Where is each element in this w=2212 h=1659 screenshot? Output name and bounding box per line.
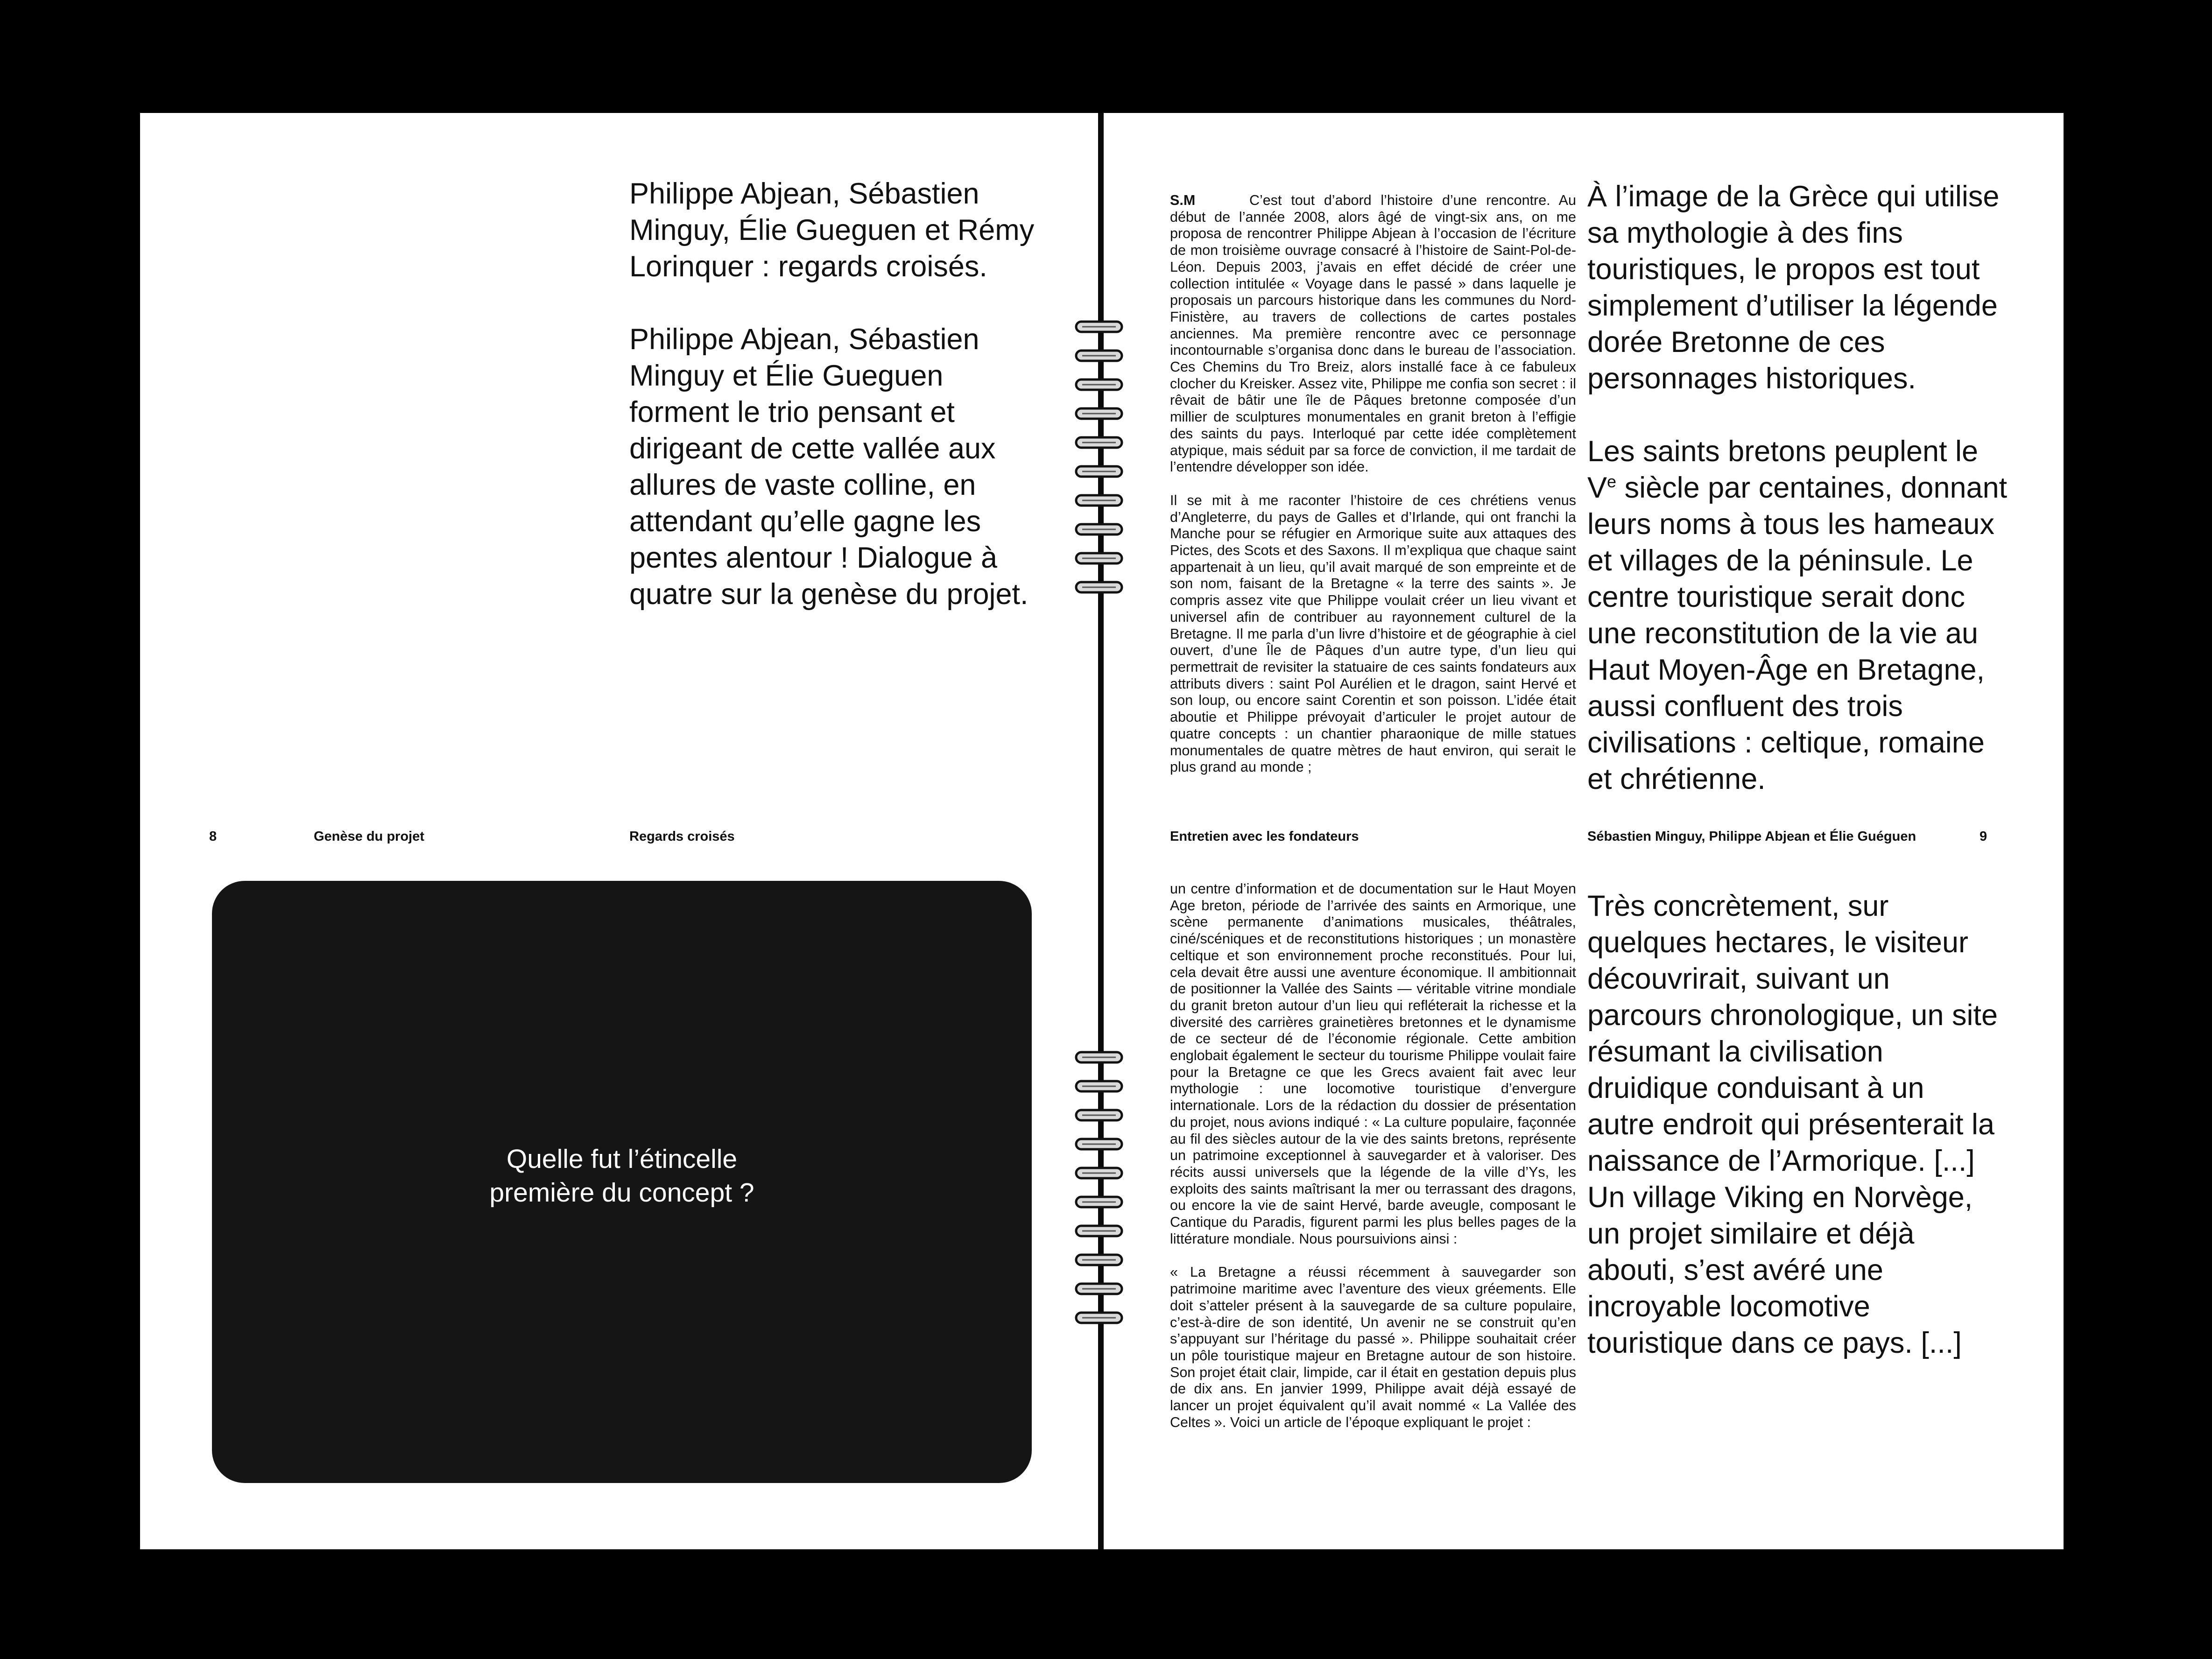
binding-ring: [1074, 464, 1124, 479]
running-head-interview: Entretien avec les fondateurs: [1170, 829, 1359, 844]
interview-paragraph: un centre d’information et de documentation sur le Haut Moyen Age breton, période de l’arrivée des saints en Armorique, une scène permanente d’animations musicales, théâtrales, ciné/scéniques et de reconstitutions historiques ; un monastère celtique et son environnement proche reconstitués. Pour lui, cela devait être aussi une aventure économique. Il ambitionnait de positionner la Vallée des Saints — véritable vitrine mondiale du granit breton autour d’un lieu qui refléterait la richesse et la diversité des carrières grainetières bretonnes et le dynamisme de ce secteur dé de l’économie régionale. Cette ambition englobait également le secteur du tourisme Philippe voulait faire pour la Bretagne ce que les Grecs avaient fait avec leur mythologie : une locomotive touristique d’envergure internationale. Lors de la rédaction du dossier de présentation du projet, nous avions indiqué : « La culture populaire, façonnée au fil des siècles autour de la vie des saints bretons, représente un patrimoine exceptionnel à sauvegarder et à valoriser. Des récits aussi universels que la légende de la ville d’Ys, les exploits des saints maîtrisant la mer ou terrassant des dragons, ou encore la vie de saint Hervé, barde aveugle, composant le Cantique du Paradis, figurent parmi les plus belles pages de la littérature mondiale. Nous poursuivions ainsi :: [1170, 881, 1576, 1247]
binding-ring: [1074, 1281, 1124, 1297]
binding-ring: [1074, 1252, 1124, 1268]
interview-column-top: [1170, 192, 1576, 776]
interview-paragraph: [1170, 192, 1576, 476]
binding-ring: [1074, 377, 1124, 393]
running-head-authors: Sébastien Minguy, Philippe Abjean et Élie Guéguen: [1587, 829, 1916, 844]
page-number-left: 8: [209, 829, 217, 844]
binding-ring: [1074, 1310, 1124, 1326]
interview-column-bottom: [1170, 881, 1576, 1431]
left-page: [140, 113, 1098, 1549]
binding-ring: [1074, 406, 1124, 422]
page-number-right: 9: [1980, 829, 1987, 844]
card-question-line-2: première du concept ?: [489, 1178, 754, 1208]
binding-ring: [1074, 1107, 1124, 1123]
binding-ring: [1074, 1049, 1124, 1065]
right-page: [1104, 113, 2064, 1549]
running-head-subsection: Regards croisés: [629, 829, 735, 844]
article-intro: Philippe Abjean, Sébastien Minguy et Élie Gueguen forment le trio pensant et dirigeant de cette vallée aux allures de vaste colline, en attendant qu’elle gagne les pentes alentour ! Dialogue à quatre sur la genèse du projet.: [629, 323, 1029, 611]
binding-ring: [1074, 319, 1124, 335]
binding-ring: [1074, 435, 1124, 450]
binding-ring: [1074, 348, 1124, 364]
interview-paragraph-text: C’est tout d’abord l’histoire d’une rencontre. Au début de l’année 2008, alors âgé de vingt-six ans, on me proposa de rencontrer Philippe Abjean à l’occasion de l’écriture de mon troisième ouvrage consacré à l’histoire de Saint-Pol-de-Léon. Depuis 2003, j’avais en effet décidé de créer une collection intitulée « Voyage dans le passé » dans laquelle je proposais un parcours historique dans les communes du Nord-Finistère, au travers de collections de cartes postales anciennes. Ma première rencontre avec ce personnage incontournable s’organisa donc dans le bureau de l’association. Ces Chemins du Tro Breiz, alors installé face à ce fabuleux clocher du Kreisker. Assez vite, Philippe me confia son secret : il rêvait de bâtir une île de Pâques bretonne composée d’un millier de sculptures monumentales en granit breton à l’effigie des saints du pays. Interloqué par cette idée complètement atypique, mais séduit par sa force de conviction, il me tardait de l’entendre développer son idée.: [1170, 192, 1576, 475]
pull-quote-top: [1587, 178, 2008, 797]
pull-quote-bottom: [1587, 888, 1998, 1361]
speaker-tag: S.M: [1170, 192, 1196, 208]
question-card: [212, 881, 1032, 1483]
binding-ring: [1074, 1136, 1124, 1152]
pull-quote-paragraph: Très concrètement, sur quelques hectares, le visiteur découvrirait, suivant un parcours chronologique, un site résumant la civilisation druidique conduisant à un autre endroit qui présenterait la naissance de l’Armorique. [...] Un village Viking en Norvège, un projet similaire et déjà abouti, s’est avéré une incroyable locomotive touristique dans ce pays. [...]: [1587, 890, 1998, 1359]
interview-paragraph: « La Bretagne a réussi récemment à sauvegarder son patrimoine maritime avec l’aventure des vieux gréements. Elle doit s’atteler présent à la sauvegarde de sa culture populaire, c’est-à-dire de son identité, Un avenir ne se construit qu’en s’appuyant sur l’héritage du passé ». Philippe souhaitait créer un pôle touristique majeur en Bretagne autour de son histoire. Son projet était clair, limpide, car il était en gestation depuis plus de dix ans. En janvier 1999, Philippe avait déjà essayé de lancer un projet équivalent qu’il avait nommé « La Vallée des Celtes ». Voici un article de l’époque expliquant le projet :: [1170, 1264, 1576, 1430]
running-head-section: Genèse du projet: [314, 829, 424, 844]
binding-ring: [1074, 1078, 1124, 1094]
binding-ring: [1074, 550, 1124, 566]
card-question-line-1: Quelle fut l’étincelle: [506, 1144, 738, 1174]
left-page-text: [629, 176, 1040, 612]
binding-ring: [1074, 492, 1124, 508]
binding-ring: [1074, 521, 1124, 537]
binding-ring: [1074, 1194, 1124, 1210]
article-heading: Philippe Abjean, Sébastien Minguy, Élie Gueguen et Rémy Lorinquer : regards croisés.: [629, 177, 1035, 283]
pull-quote-paragraph: À l’image de la Grèce qui utilise sa mythologie à des fins touristiques, le propos est tout simplement d’utiliser la légende dorée Bretonne de ces personnages historiques.: [1587, 180, 2000, 395]
card-question: [212, 1142, 1032, 1209]
binding-ring: [1074, 1165, 1124, 1181]
binding-ring: [1074, 1223, 1124, 1239]
pull-quote-paragraph: Les saints bretons peuplent le Ve siècle par centaines, donnant leurs noms à tous les hameaux et villages de la péninsule. Le centre touristique serait donc une reconstitution de la vie au Haut Moyen-Âge en Bretagne, aussi confluent des trois civilisations : celtique, romaine et chrétienne.: [1587, 435, 2008, 795]
interview-paragraph: Il se mit à me raconter l’histoire de ces chrétiens venus d’Angleterre, du pays de Galles et d’Irlande, qui ont franchi la Manche pour se réfugier en Armorique suite aux attaques des Pictes, des Scots et des Saxons. Il m’expliqua que chaque saint appartenait à un lieu, qu’il avait marqué de son empreinte et de son nom, faisant de la Bretagne « la terre des saints ». Je compris assez vite que Philippe voulait créer un lieu vivant et universel afin de contribuer au rayonnement culturel de la Bretagne. Il me parla d’un livre d’histoire et de géographie à ciel ouvert, d’une Île de Pâques d’un autre type, d’un lieu qui permettrait de revisiter la statuaire de ces saints fondateurs aux attributs divers : saint Pol Aurélien et le dragon, saint Hervé et son loup, ou encore saint Corentin et son poisson. L’idée était aboutie et Philippe prévoyait d’articuler le projet autour de quatre concepts : un chantier pharaonique de mille statues monumentales de quatre mètres de haut environ, qui serait le plus grand au monde ;: [1170, 492, 1576, 775]
binding-ring: [1074, 579, 1124, 595]
